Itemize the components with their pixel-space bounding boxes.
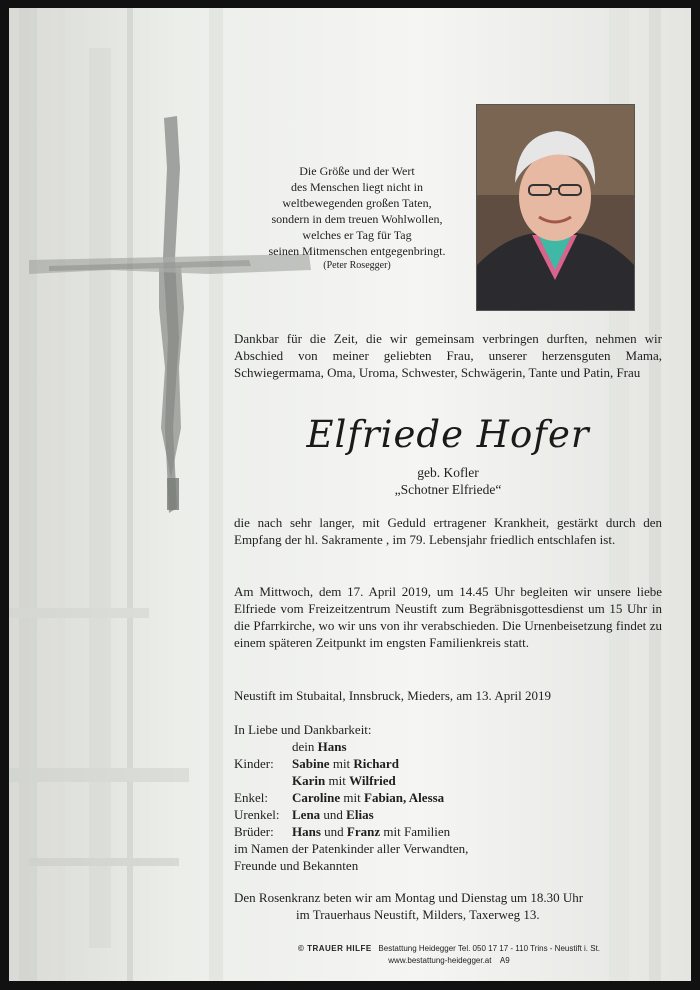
great-grandchildren-row: Urenkel: Lena und Elias (234, 807, 374, 822)
brothers-row: Brüder: Hans und Franz mit Familien (234, 824, 451, 839)
footer-company: Bestattung Heidegger Tel. 050 17 17 - 110 Trins - Neustift i. St. (378, 944, 601, 953)
footer-url: www.bestattung-heidegger.at (388, 956, 492, 965)
grandchildren-row: Enkel: Caroline mit Fabian, Alessa (234, 790, 445, 805)
children-row: Karin mit Wilfried (292, 773, 396, 788)
deceased-name: Elfriede Hofer (306, 413, 590, 456)
great-grandchildren-label: Urenkel: (234, 807, 280, 822)
quote-line: seinen Mitmenschen entgegenbringt. (268, 244, 446, 258)
footer-code: A9 (499, 956, 510, 965)
children-row: Kinder: Sabine mit Richard (234, 756, 399, 771)
rosary-info (234, 889, 662, 923)
deceased-portrait-photo (476, 104, 635, 311)
rosary-line: Den Rosenkranz beten wir am Montag und Dienstag um 18.30 Uhr (234, 890, 584, 905)
footer-brand: © TRAUER HILFE (297, 944, 372, 953)
husband-row: dein Hans (292, 739, 347, 754)
brothers-label: Brüder: (234, 824, 274, 839)
poem-quote (239, 163, 475, 273)
mourners-heading: In Liebe und Dankbarkeit: (234, 722, 372, 737)
footer-imprint (239, 943, 659, 967)
rosary-location: im Trauerhaus Neustift, Milders, Taxerweg 13. (296, 907, 540, 922)
birth-name: geb. Kofler (417, 465, 479, 480)
funeral-paragraph: Am Mittwoch, dem 17. April 2019, um 14.45 Uhr begleiten wir unsere liebe Elfriede vom Freizeitzentrum Neustift zum Begräbnisgottesdienst um 15 Uhr in die Pfarrkirche, wo wir uns von ihr verabschieden. Die Urnenbeisetzung findet zu einem späteren Zeitpunkt im engsten Familienkreis statt. (234, 584, 662, 650)
death-paragraph: die nach sehr langer, mit Geduld ertragener Krankheit, gestärkt durch den Empfang der hl. Sakramente , im 79. Lebensjahr friedlich entschlafen ist. (234, 515, 662, 547)
godchildren-line: im Namen der Patenkinder aller Verwandten, (234, 841, 469, 856)
children-label: Kinder: (234, 756, 274, 771)
place-date: Neustift im Stubaital, Innsbruck, Mieders, am 13. April 2019 (234, 688, 552, 703)
nickname: „Schotner Elfriede“ (394, 482, 502, 497)
quote-line: des Menschen liegt nicht in (291, 180, 423, 194)
quote-line: welches er Tag für Tag (302, 228, 412, 242)
friends-line: Freunde und Bekannten (234, 858, 359, 873)
grandchildren-label: Enkel: (234, 790, 268, 805)
intro-paragraph: Dankbar für die Zeit, die wir gemeinsam verbringen durften, nehmen wir Abschied von meiner geliebten Frau, unserer herzensguten Mama, Schwiegermama, Oma, Uroma, Schwester, Schwägerin, Tante und Patin, Frau (234, 331, 662, 380)
quote-author: (Peter Rosegger) (323, 260, 391, 271)
quote-line: weltbewegenden großen Taten, (282, 196, 432, 210)
quote-line: sondern in dem treuen Wohlwollen, (271, 212, 443, 226)
quote-line: Die Größe und der Wert (299, 164, 415, 178)
husband-name: Hans (317, 739, 347, 754)
mourners-list (234, 721, 662, 874)
